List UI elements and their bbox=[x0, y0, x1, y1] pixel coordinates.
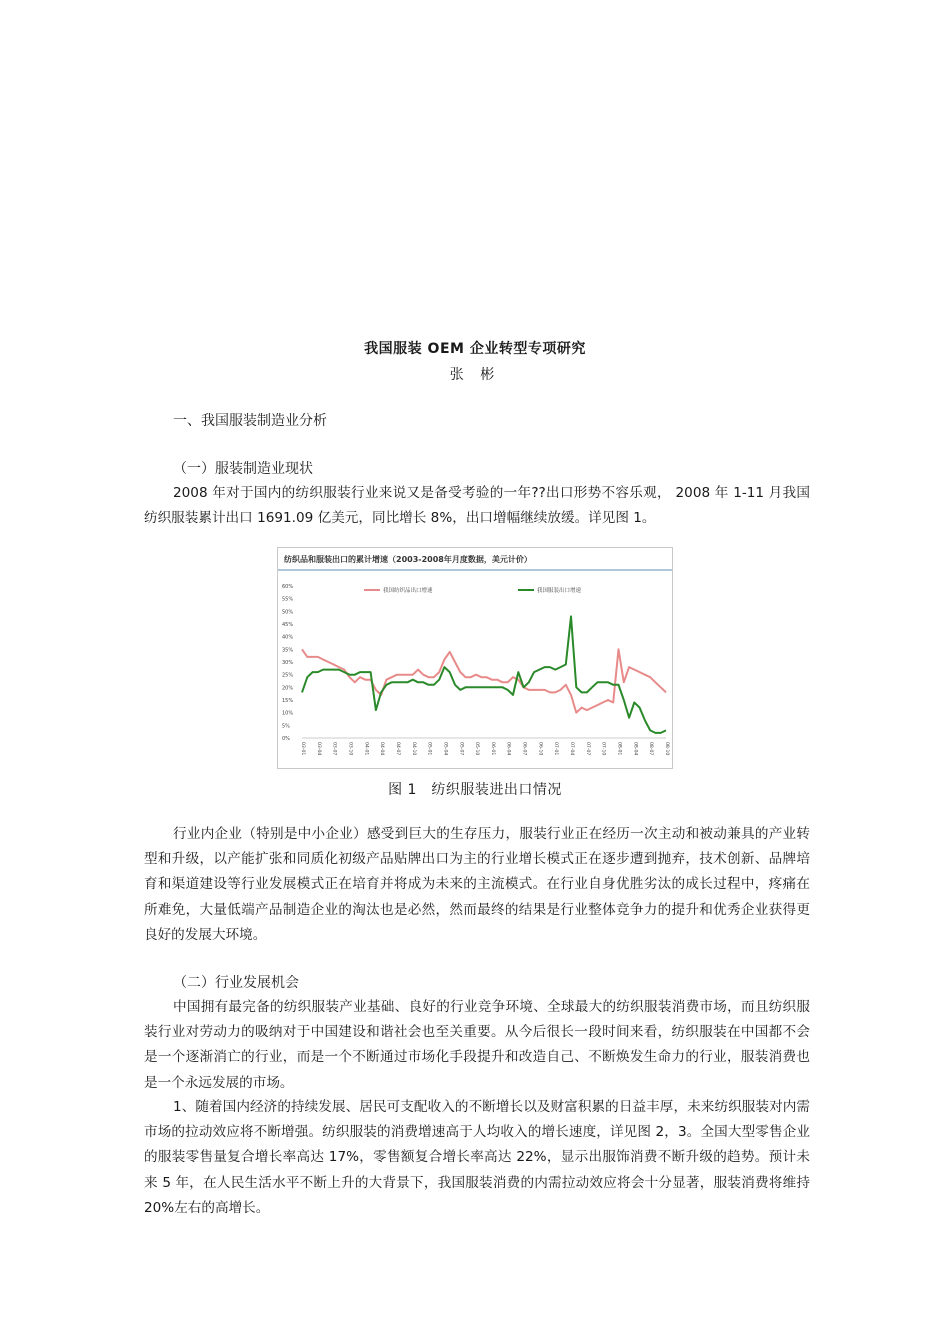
x-tick-label: 06-04 bbox=[505, 742, 511, 756]
x-tick-label: 06-10 bbox=[537, 742, 543, 756]
y-tick-label: 45% bbox=[282, 622, 294, 628]
y-tick-label: 10% bbox=[282, 710, 294, 717]
x-tick-label: 03-01 bbox=[300, 742, 305, 756]
y-tick-label: 50% bbox=[282, 609, 294, 616]
x-tick-label: 03-10 bbox=[347, 742, 353, 756]
x-tick-label: 04-07 bbox=[394, 742, 400, 756]
y-tick-label: 30% bbox=[282, 660, 294, 666]
y-tick-label: 25% bbox=[282, 672, 294, 679]
author: 张 彬 bbox=[449, 367, 501, 383]
x-tick-label: 07-10 bbox=[600, 742, 606, 756]
subsection-heading-2: （二）行业发展机会 bbox=[173, 975, 299, 991]
x-tick-label: 07-07 bbox=[584, 742, 590, 756]
y-tick-label: 0% bbox=[282, 736, 290, 742]
x-tick-label: 05-07 bbox=[458, 742, 464, 756]
y-tick-label: 35% bbox=[282, 647, 294, 654]
x-tick-label: 06-07 bbox=[521, 742, 527, 756]
x-tick-label: 06-01 bbox=[489, 742, 495, 756]
series-line bbox=[302, 616, 666, 733]
y-tick-label: 60% bbox=[282, 584, 294, 590]
x-tick-label: 04-04 bbox=[379, 742, 385, 756]
section-heading-1: 一、我国服装制造业分析 bbox=[173, 413, 327, 429]
legend-label: 我国服装出口增速 bbox=[537, 588, 582, 594]
chart-title: 纺织品和服装出口的累计增速（2003-2008年月度数据，美元计价） bbox=[284, 555, 532, 564]
paragraph-3: 中国拥有最完备的纺织服装产业基础、良好的行业竞争环境、全球最大的纺织服装消费市场，而且纺织服装行业对劳动力的吸纳对于中国建设和谐社会也至关重要。从今后很长一段时间来看，纺织服装在中国都不会是一个逐渐消亡的行业，而是一个不断通过市场化手段提升和改造自己、不断焕发生命力的行业，服装消费也是一个永远发展的市场。 bbox=[144, 999, 810, 1091]
x-tick-label: 05-04 bbox=[442, 742, 448, 756]
paragraph-2: 行业内企业（特别是中小企业）感受到巨大的生存压力，服装行业正在经历一次主动和被动兼具的产业转型和升级，以产能扩张和同质化初级产品贴牌出口为主的行业增长模式正在逐步遭到抛弃，技术创新、品牌培育和渠道建设等行业发展模式正在培育并将成为未来的主流模式。在行业自身优胜劣汰的成长过程中，疼痛在所难免，大量低端产品制造企业的淘汰也是必然，然而最终的结果是行业整体竞争力的提升和优秀企业获得更良好的发展大环境。 bbox=[144, 826, 810, 943]
x-tick-label: 07-01 bbox=[553, 742, 559, 756]
x-tick-label: 03-07 bbox=[331, 742, 337, 756]
y-tick-label: 20% bbox=[282, 685, 294, 692]
x-tick-label: 08-10 bbox=[664, 742, 669, 756]
x-tick-label: 08-07 bbox=[648, 742, 654, 756]
y-tick-label: 15% bbox=[282, 698, 294, 704]
series-line bbox=[302, 649, 666, 712]
x-tick-label: 07-04 bbox=[569, 742, 575, 756]
figure-1-caption: 图 1 纺织服装进出口情况 bbox=[388, 782, 562, 798]
legend-label: 我国纺织品出口增速 bbox=[383, 588, 433, 594]
x-tick-label: 04-01 bbox=[363, 742, 369, 756]
x-tick-label: 08-04 bbox=[632, 742, 638, 756]
x-tick-label: 03-04 bbox=[315, 742, 321, 756]
document-title: 我国服装 OEM 企业转型专项研究 bbox=[364, 341, 586, 357]
paragraph-1: 2008 年对于国内的纺织服装行业来说又是备受考验的一年??出口形势不容乐观， 2008 年 1-11 月我国纺织服装累计出口 1691.09 亿美元，同比增长 8%，出口增幅继续放缓。详见图 1。 bbox=[144, 485, 810, 527]
x-tick-label: 04-10 bbox=[410, 742, 416, 756]
y-tick-label: 5% bbox=[282, 723, 290, 730]
x-tick-label: 08-01 bbox=[616, 742, 622, 756]
subsection-heading-1: （一）服装制造业现状 bbox=[173, 461, 313, 477]
x-tick-label: 05-01 bbox=[426, 742, 432, 756]
x-tick-label: 05-10 bbox=[474, 742, 480, 756]
y-tick-label: 55% bbox=[282, 596, 294, 603]
export-growth-chart bbox=[278, 548, 672, 768]
y-tick-label: 40% bbox=[282, 634, 294, 641]
figure-1-chart bbox=[277, 547, 673, 769]
paragraph-4: 1、随着国内经济的持续发展、居民可支配收入的不断增长以及财富积累的日益丰厚，未来纺织服装对内需市场的拉动效应将不断增强。纺织服装的消费增速高于人均收入的增长速度，详见图 2，3。全国大型零售企业的服装零售量复合增长率高达 17%，零售额复合增长率高达 22%，显示出服饰消费不断升级的趋势。预计未来 5 年，在人民生活水平不断上升的大背景下，我国服装消费的内需拉动效应将会十分显著，服装消费将维持 20%左右的高增长。 bbox=[144, 1099, 810, 1216]
